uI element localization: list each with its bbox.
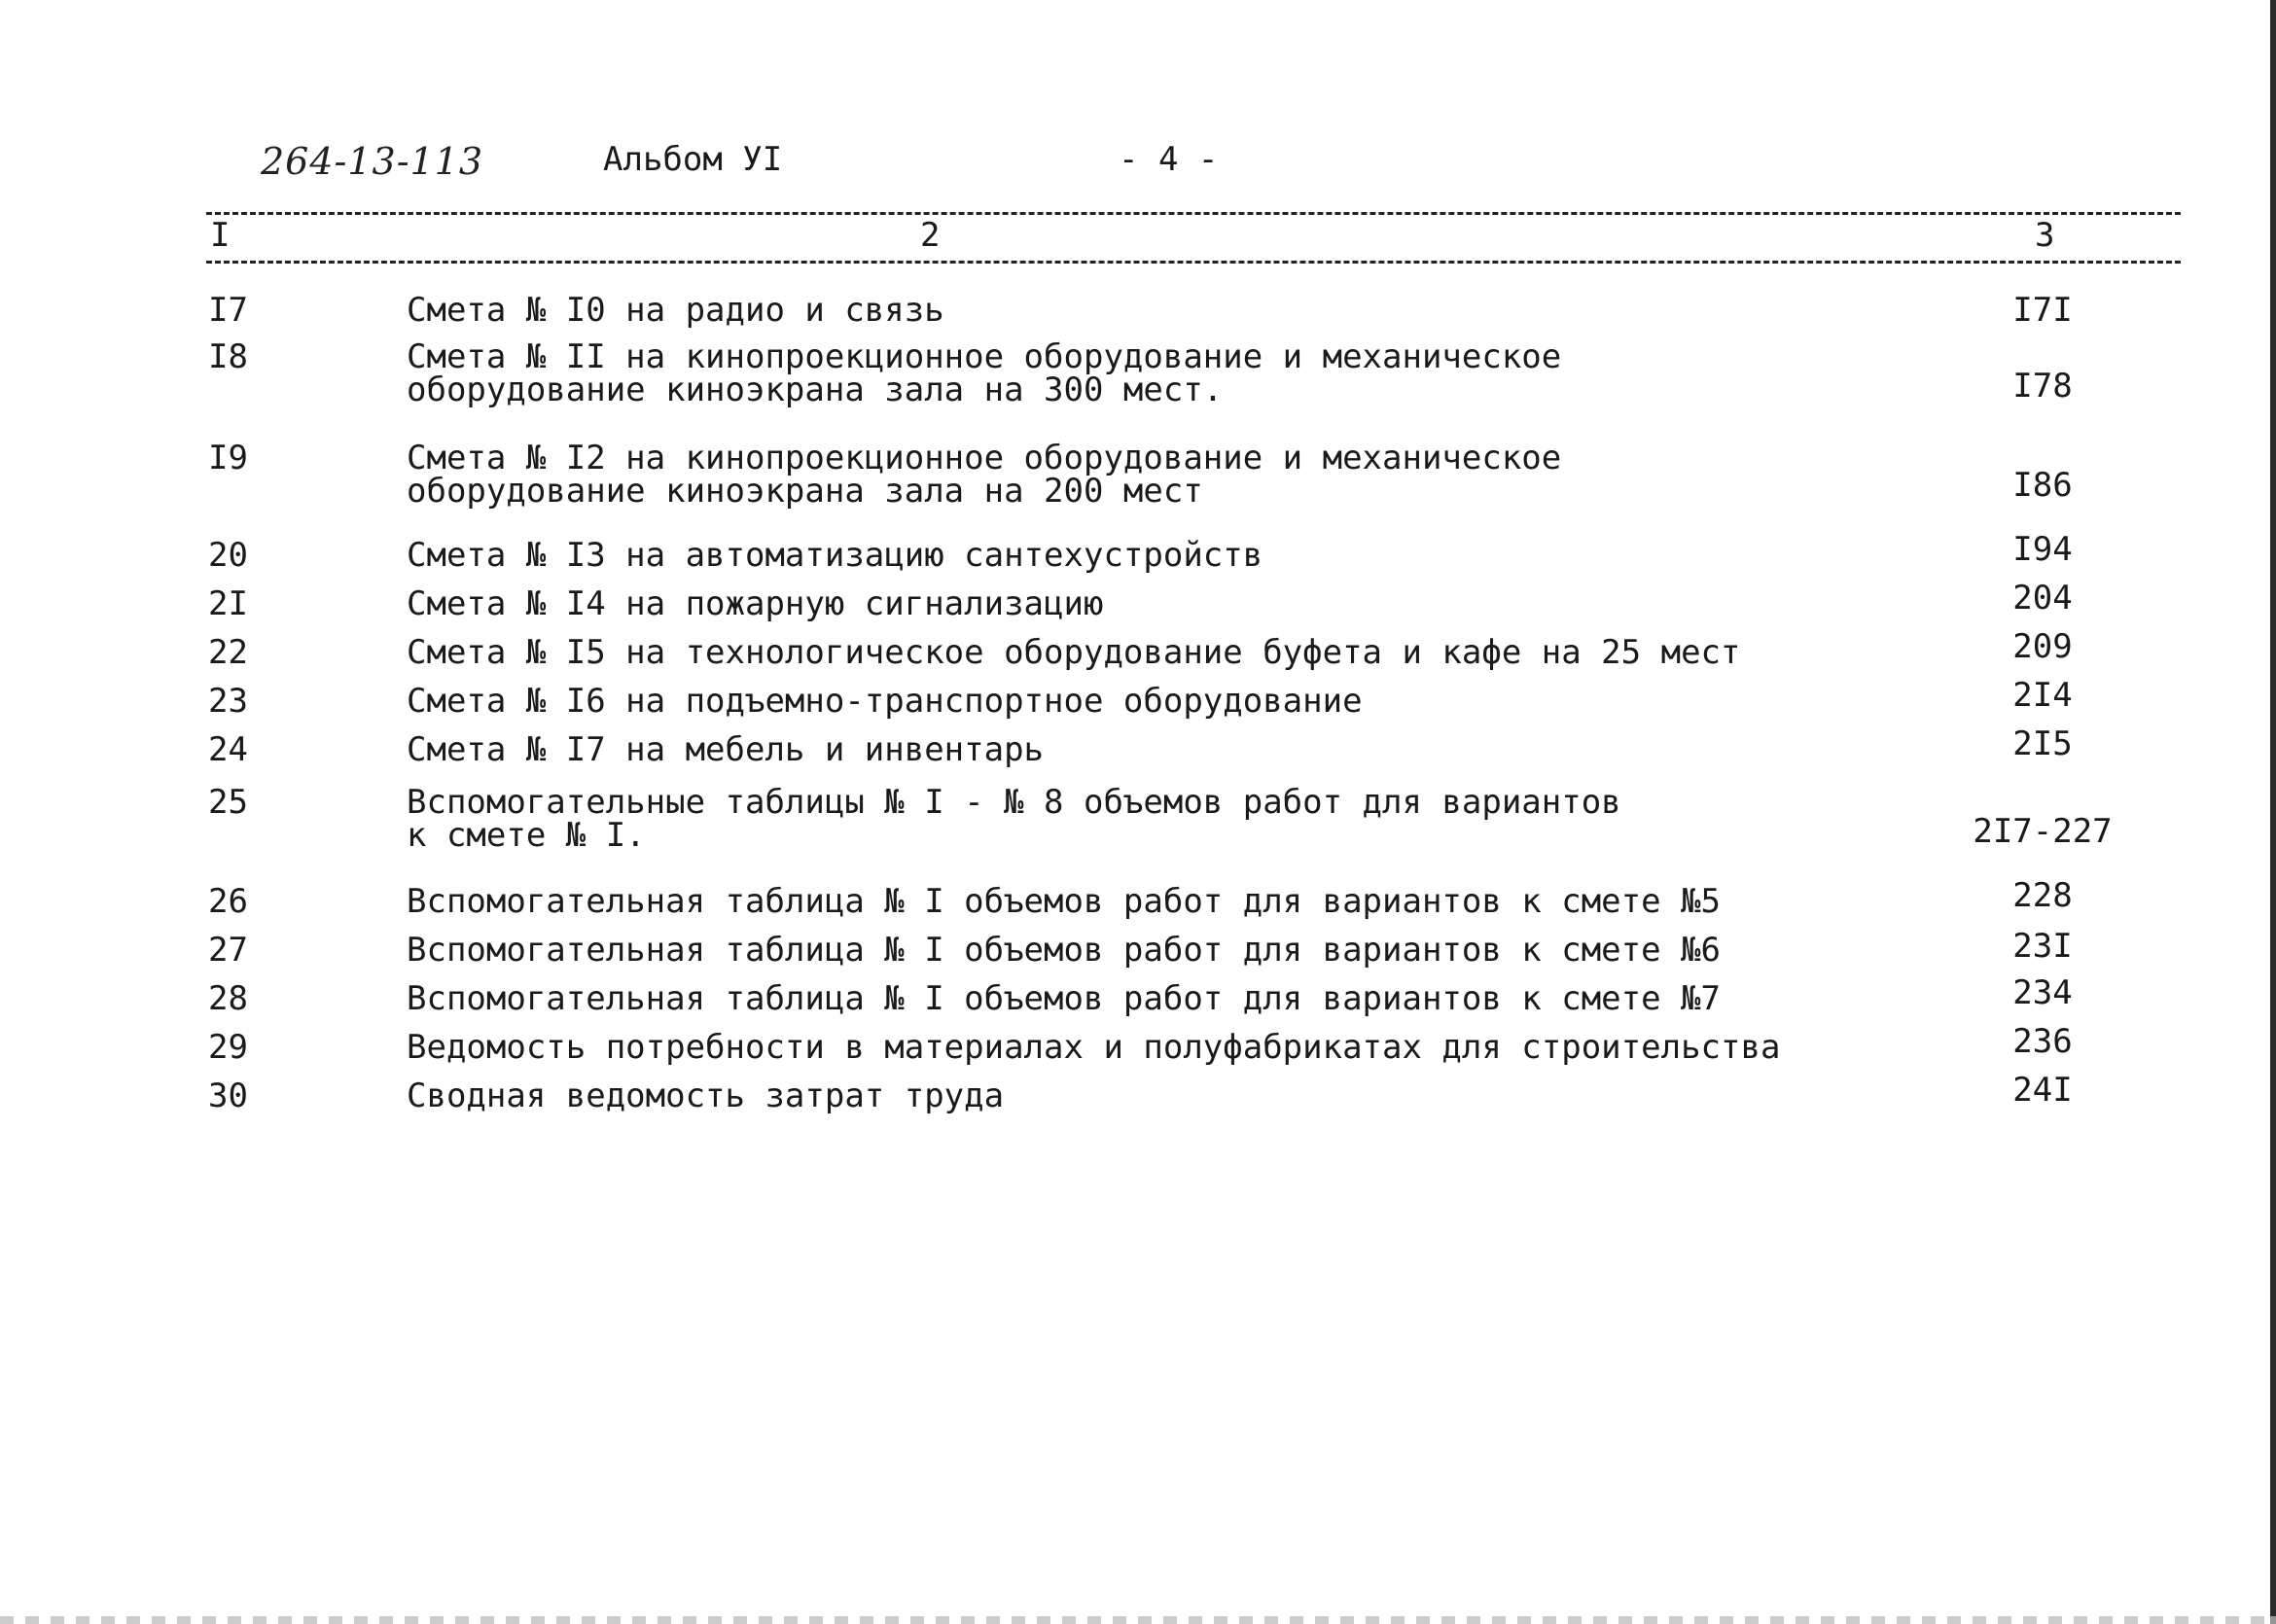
row-page: 2I4 [2012, 676, 2073, 715]
page-number: - 4 - [1119, 140, 1219, 179]
row-title: Ведомость потребности в материалах и полуфабрикатах для строительства [407, 1028, 1781, 1067]
row-title: Вспомогательная таблица № I объемов работ для вариантов к смете №5 [407, 882, 1722, 921]
row-number: 25 [208, 783, 248, 822]
scan-edge-right [2270, 0, 2276, 1624]
row-number: 30 [208, 1077, 248, 1115]
row-number: 2I [208, 584, 248, 623]
row-page: 24I [2012, 1071, 2073, 1110]
row-number: I8 [208, 337, 248, 376]
column-header-3: 3 [2031, 216, 2058, 255]
row-number: I9 [208, 439, 248, 477]
row-page: 236 [2012, 1022, 2073, 1061]
row-number: 24 [208, 730, 248, 769]
row-title: Вспомогательная таблица № I объемов работ для вариантов к смете №6 [407, 931, 1722, 970]
scan-edge-bottom [0, 1616, 2276, 1624]
row-number: 28 [208, 979, 248, 1018]
row-number: 20 [208, 536, 248, 575]
row-page: 234 [2012, 973, 2073, 1012]
row-page: 23I [2012, 927, 2073, 966]
row-number: 23 [208, 682, 248, 721]
row-title: Смета № II на кинопроекционное оборудование и механическое оборудование киноэкрана зала на 300 мест. [407, 337, 1562, 409]
row-number: 22 [208, 633, 248, 672]
row-number: I7 [208, 291, 248, 330]
row-page: I94 [2012, 530, 2073, 569]
page-header [0, 136, 2276, 194]
row-page: 2I7-227 [1973, 812, 2113, 851]
row-title: Смета № I5 на технологическое оборудование буфета и кафе на 25 мест [407, 633, 1741, 672]
row-title: Смета № I7 на мебель и инвентарь [407, 730, 1045, 769]
row-title: Сводная ведомость затрат труда [407, 1077, 1005, 1115]
album-label: Альбом УI [603, 140, 783, 179]
row-page: 209 [2012, 627, 2073, 666]
row-title: Смета № I0 на радио и связь [407, 291, 944, 330]
row-number: 26 [208, 882, 248, 921]
row-title: Вспомогательные таблицы № I - № 8 объемов работ для вариантов к смете № I. [407, 783, 1621, 855]
row-page: 204 [2012, 579, 2073, 618]
row-title: Смета № I4 на пожарную сигнализацию [407, 584, 1104, 623]
column-header-1: I [206, 216, 233, 255]
row-number: 27 [208, 931, 248, 970]
row-page: I78 [2012, 367, 2073, 406]
row-page: I7I [2012, 291, 2073, 330]
row-page: 2I5 [2012, 724, 2073, 763]
row-page: 228 [2012, 876, 2073, 915]
row-title: Смета № I6 на подъемно-транспортное оборудование [407, 682, 1363, 721]
row-title: Смета № I2 на кинопроекционное оборудование и механическое оборудование киноэкрана зала на 200 мест [407, 439, 1562, 511]
table-top-rule [206, 212, 2181, 215]
table-header-rule [206, 261, 2181, 264]
row-title: Вспомогательная таблица № I объемов работ для вариантов к смете №7 [407, 979, 1722, 1018]
document-code: 264-13-113 [261, 140, 484, 183]
column-header-2: 2 [916, 216, 943, 255]
row-number: 29 [208, 1028, 248, 1067]
row-title: Смета № I3 на автоматизацию сантехустройств [407, 536, 1263, 575]
row-page: I86 [2012, 466, 2073, 505]
